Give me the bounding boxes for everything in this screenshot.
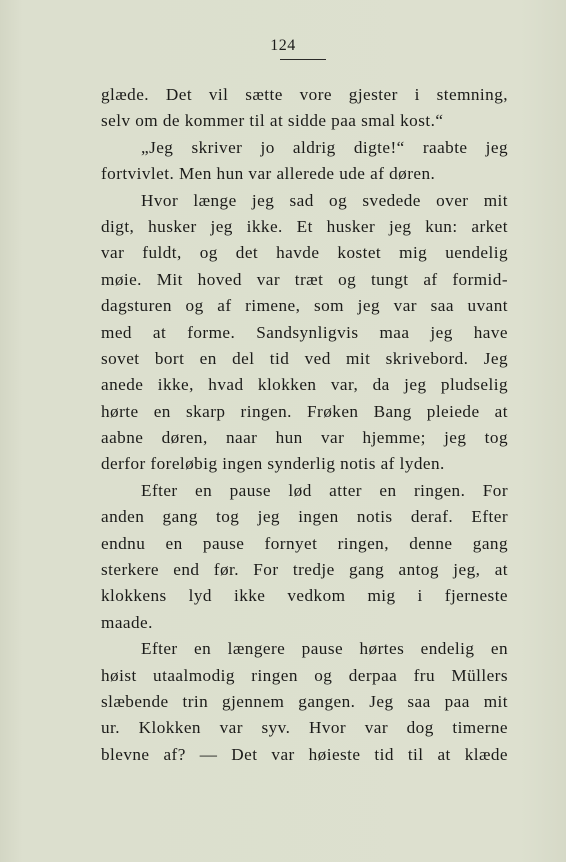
text-line: dagsturen og af rimene, som jeg var saa uvant: [101, 296, 508, 316]
text-line: hørte en skarp ringen. Frøken Bang pleiede at: [101, 401, 508, 421]
text-line: endnu en pause fornyet ringen, denne gang: [101, 533, 508, 553]
text-line: maade.: [101, 612, 153, 632]
text-line: møie. Mit hoved var træt og tungt af formid-: [101, 269, 508, 289]
text-line: med at forme. Sandsynligvis maa jeg have: [101, 322, 508, 342]
text-line: ur. Klokken var syv. Hvor var dog timerne: [101, 718, 508, 738]
text-line: aabne døren, naar hun var hjemme; jeg tog: [101, 428, 508, 448]
text-line: derfor foreløbig ingen synderlig notis af lyden.: [101, 454, 445, 474]
text-line: Efter en længere pause hørtes endelig en: [141, 639, 508, 659]
text-line: slæbende trin gjennem gangen. Jeg saa paa mit: [101, 691, 508, 711]
text-line: sterkere end før. For tredje gang antog jeg, at: [101, 560, 508, 580]
text-line: sovet bort en del tid ved mit skrivebord. Jeg: [101, 348, 508, 368]
text-line: anede ikke, hvad klokken var, da jeg pludselig: [101, 375, 508, 395]
text-line: blevne af? — Det var høieste tid til at klæde: [101, 744, 508, 764]
text-line: Efter en pause lød atter en ringen. For: [141, 480, 508, 500]
text-line: digt, husker jeg ikke. Et husker jeg kun: arket: [101, 216, 508, 236]
text-line: klokkens lyd ikke vedkom mig i fjerneste: [101, 586, 508, 606]
text-line: anden gang tog jeg ingen notis deraf. Efter: [101, 507, 508, 527]
text-line: Hvor længe jeg sad og svedede over mit: [141, 190, 508, 210]
page-number-rule: [280, 59, 326, 60]
body-text: [101, 82, 508, 768]
text-line: høist utaalmodig ringen og derpaa fru Müllers: [101, 665, 508, 685]
text-line: fortvivlet. Men hun var allerede ude af døren.: [101, 164, 436, 184]
page-number: 124: [270, 37, 296, 54]
text-line: glæde. Det vil sætte vore gjester i stemning,: [101, 85, 508, 104]
text-line: var fuldt, og det havde kostet mig uendelig: [101, 243, 508, 263]
text-line: selv om de kommer til at sidde paa smal kost.“: [101, 111, 444, 131]
text-line: „Jeg skriver jo aldrig digte!“ raabte jeg: [141, 137, 508, 157]
